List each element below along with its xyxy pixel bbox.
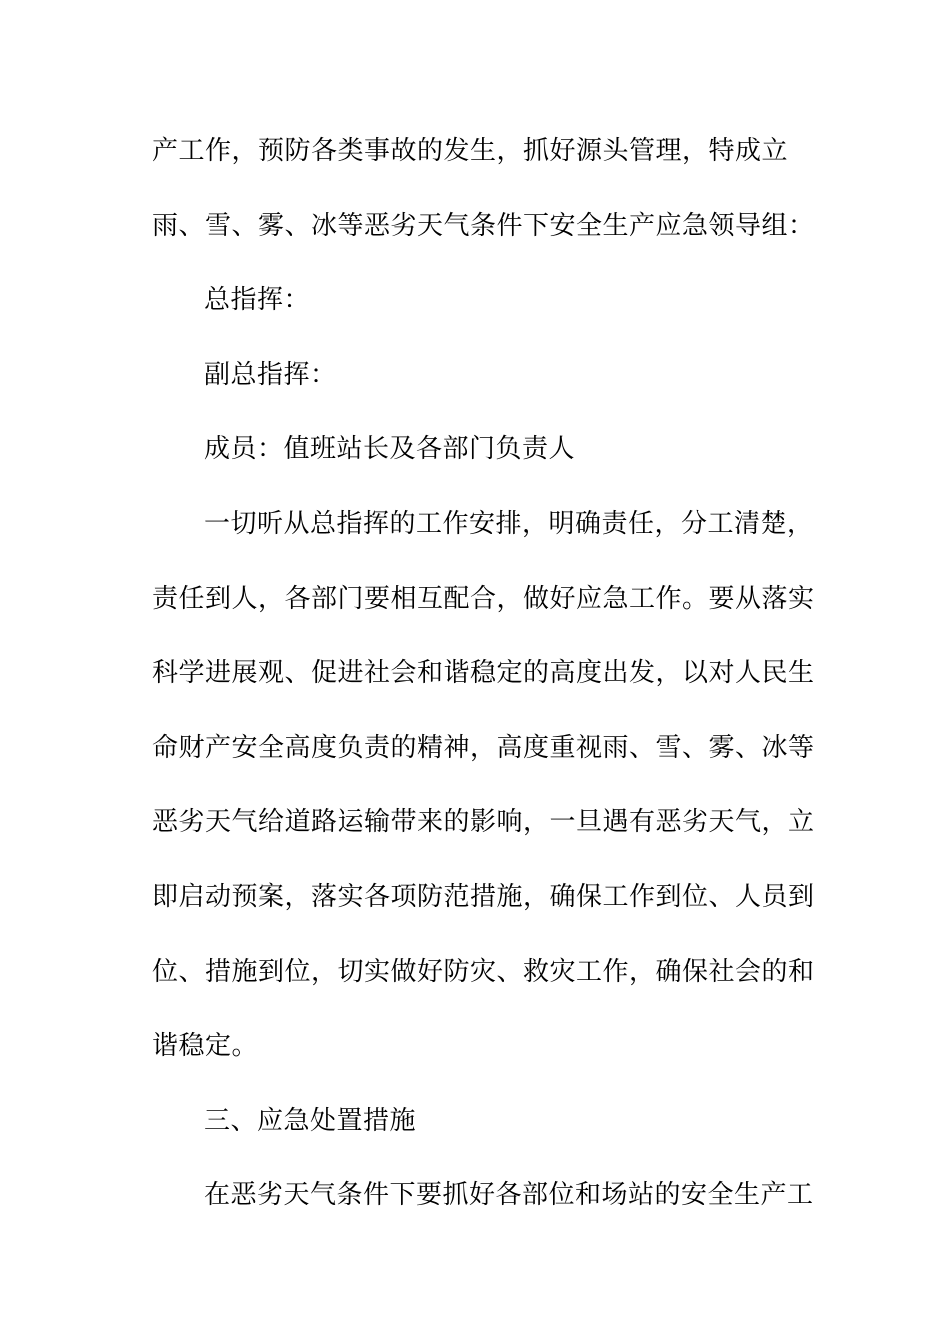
section-heading: 三、应急处置措施 [204,1105,417,1136]
text-line: 一切听从总指挥的工作安排，明确责任，分工清楚， [204,508,814,539]
text-line: 即启动预案，落实各项防范措施，确保工作到位、人员到 [152,881,815,912]
text-line: 恶劣天气给道路运输带来的影响，一旦遇有恶劣天气，立 [152,807,815,838]
text-line: 谐稳定。 [152,1031,259,1062]
text-line: 命财产安全高度负责的精神，高度重视雨、雪、雾、冰等 [152,732,815,763]
text-line: 科学进展观、促进社会和谐稳定的高度出发，以对人民生 [152,658,815,689]
text-line: 产工作，预防各类事故的发生，抓好源头管理，特成立 [152,136,789,166]
text-line: 位、措施到位，切实做好防灾、救灾工作，确保社会的和 [152,956,815,987]
text-line: 在恶劣天气条件下要抓好各部位和场站的安全生产工 [204,1180,814,1211]
text-line-members: 成员：值班站长及各部门负责人 [204,434,576,465]
text-line-commander: 总指挥： [204,285,311,316]
text-line-deputy-commander: 副总指挥： [204,359,337,390]
text-line: 责任到人，各部门要相互配合，做好应急工作。要从落实 [152,583,815,614]
text-line: 雨、雪、雾、冰等恶劣天气条件下安全生产应急领导组： [152,210,815,241]
document-body [152,128,815,1247]
